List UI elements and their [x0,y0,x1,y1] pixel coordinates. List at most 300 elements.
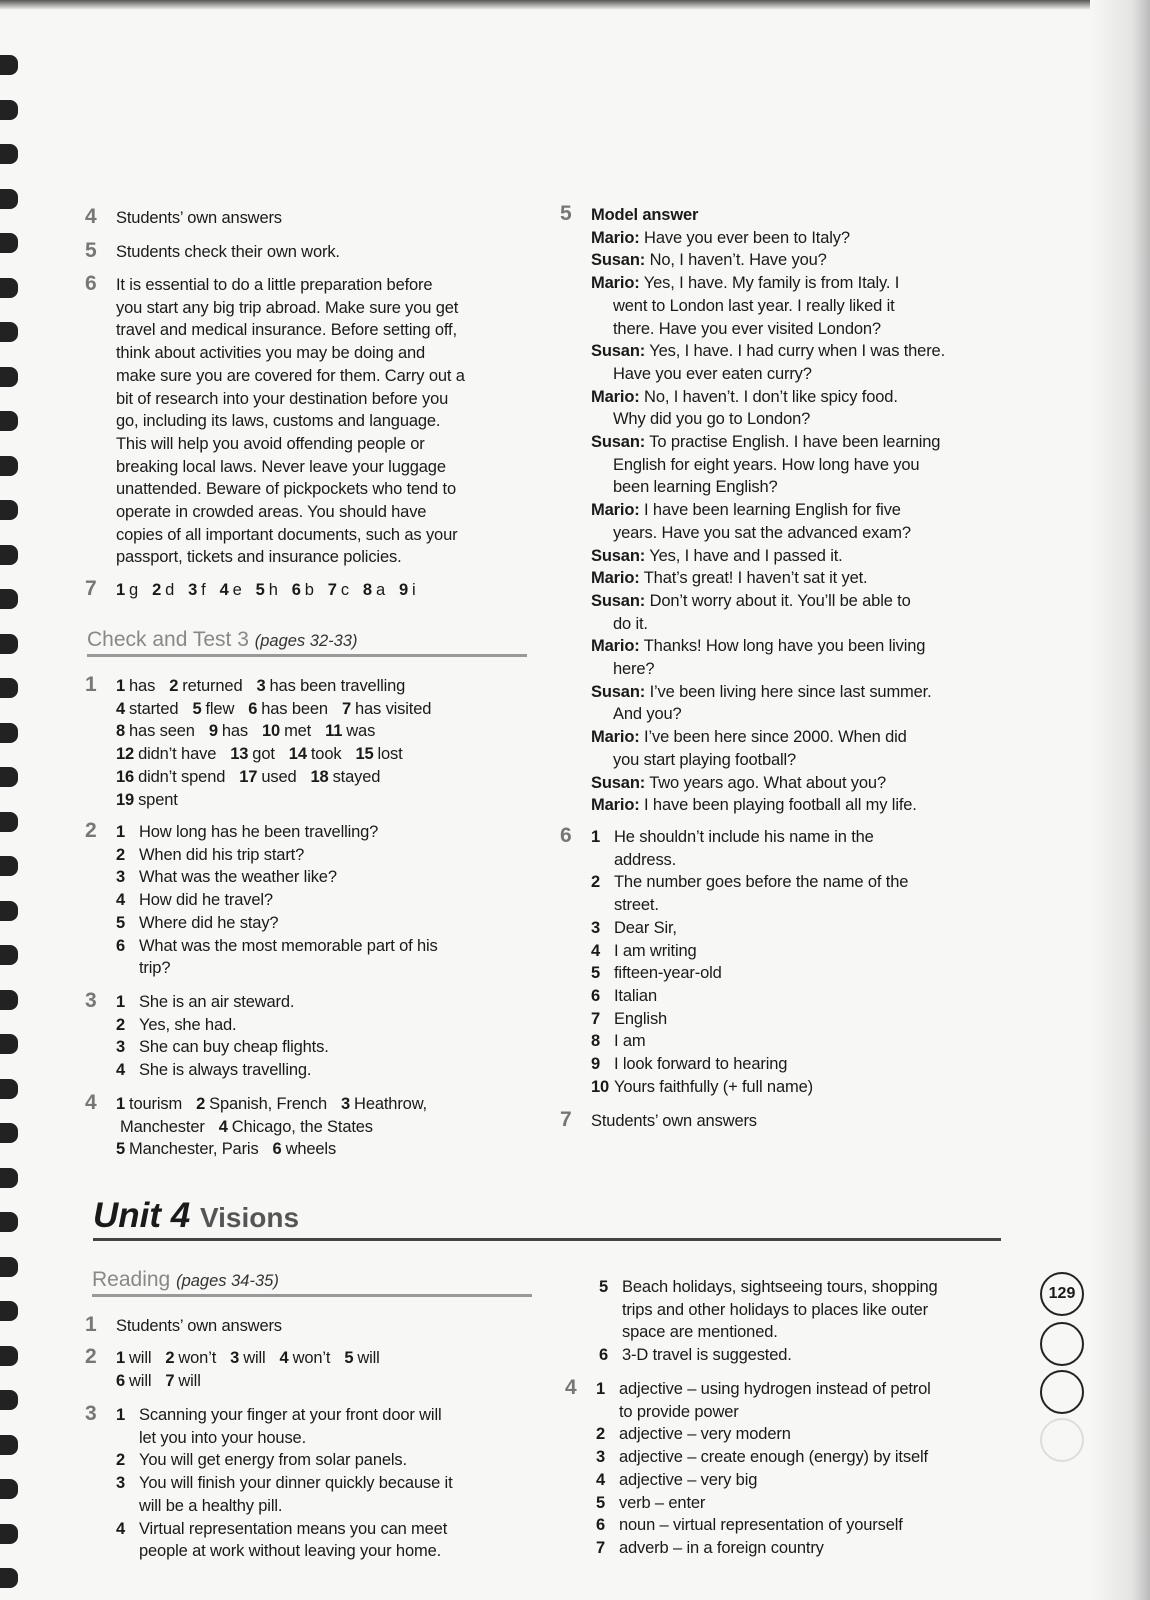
dialogue-text: there. Have you ever visited London? [613,319,881,338]
sub-text [614,1076,813,1099]
answer-pair [116,677,155,695]
speaker-name: Mario: [591,274,640,293]
item-number: 5 [85,239,97,262]
dialogue-text: I have been learning English for five [644,501,901,520]
answer-line: address. [614,850,677,869]
section-pages: (pages 32-33) [254,632,358,650]
spiral-ring [0,1568,18,1588]
answer-row [116,1116,441,1139]
answer-pair [116,768,225,786]
sub-answer [116,1472,453,1517]
answer-text: will [129,1371,152,1390]
sub-number: 2 [116,1451,126,1470]
sub-text [619,1514,903,1537]
answer-pair [328,581,349,599]
answer-line: you start any big trip abroad. Make sure you get [116,298,459,317]
spiral-ring [0,545,18,565]
answer-pair [116,1372,151,1390]
sub-number: 2 [116,845,126,864]
answer-item [85,821,438,980]
answer-line: Yes, she had. [139,1015,237,1034]
dialogue-line [591,681,945,704]
sub-answer [116,1036,329,1059]
answer-pair [399,581,416,599]
answer-item [85,274,465,569]
spiral-ring [0,856,18,876]
dialogue-line [591,613,945,636]
answer-pair [116,581,138,599]
dialogue-line [591,794,945,817]
sub-number: 8 [591,1032,601,1051]
answer-text: Heathrow, [354,1095,427,1113]
dialogue-text: Why did you go to London? [613,410,811,429]
dialogue-line [591,363,945,386]
dialogue-text: Thanks! How long have you been living [643,637,926,656]
spiral-ring [0,322,18,342]
answer-line: You will finish your dinner quickly because it [139,1474,453,1493]
page-edge [1090,0,1150,1600]
answer-number: 19 [116,790,135,809]
answer-number: 2 [169,677,179,695]
answer-line: fifteen-year-old [614,964,722,983]
item-number: 7 [560,1108,572,1131]
answer-item [560,1110,757,1133]
answer-pair [363,581,385,599]
sub-number: 4 [596,1470,606,1489]
answer-number: 9 [398,581,409,599]
item-body [591,204,945,817]
answer-pair [165,1349,216,1367]
item-body [116,1347,394,1392]
speaker-name: Susan: [591,773,646,792]
sub-answer [596,1446,931,1469]
item-body [116,274,465,569]
dialogue-text: went to London last year. I really liked it [613,296,895,315]
sub-text [614,826,874,871]
answer-line: When did his trip start? [139,845,305,864]
answer-item [85,1347,394,1392]
sub-number: 6 [599,1346,609,1365]
dialogue-line [591,703,945,726]
answer-line: trips and other holidays to places like outer [622,1300,929,1319]
speaker-name: Mario: [591,387,640,406]
item-body [591,1110,757,1133]
answer-number: 6 [116,1371,126,1390]
answer-line: The number goes before the name of the [614,873,909,892]
sub-number: 1 [116,1406,126,1424]
sub-text [139,1449,407,1472]
sub-text [619,1537,824,1560]
answer-pair [342,700,431,718]
answer-text: will [129,1349,152,1367]
answer-line: adjective – very modern [619,1425,791,1444]
answer-line: breaking local laws. Never leave your luggage [116,457,446,476]
sub-text [139,991,294,1014]
spiral-ring [0,1034,18,1054]
answer-line: passport, tickets and insurance policies. [116,548,402,567]
dialogue-line [591,431,945,454]
sub-answer [591,1053,908,1076]
answer-text: spent [138,790,178,809]
speaker-name: Susan: [591,342,646,361]
answer-text: didn’t have [138,745,217,764]
answer-number: 18 [310,767,329,786]
answer-item [568,1276,938,1367]
answer-number: 5 [116,1140,126,1159]
answer-item [85,1093,441,1161]
answer-text: will [357,1349,380,1367]
sub-number: 9 [591,1055,601,1074]
sub-answer [591,917,908,940]
item-body [116,1093,441,1161]
item-number: 6 [85,272,97,295]
answer-text: e [232,581,242,599]
dialogue-text: Yes, I have. My family is from Italy. I [643,274,900,293]
speaker-name: Susan: [591,251,646,270]
sub-answer [116,821,438,844]
item-number: 1 [85,1313,97,1336]
answer-number: 2 [165,1349,175,1367]
dialogue-text: been learning English? [613,478,778,497]
dialogue-line [591,545,945,568]
item-number: 2 [85,819,97,842]
sub-answer [599,1276,938,1344]
spiral-ring [0,100,18,120]
sub-text [619,1378,931,1423]
spiral-ring [0,1390,18,1410]
page-number-tab: 129 [1040,1272,1084,1316]
sub-answer [599,1344,938,1367]
answer-text: returned [182,677,243,695]
item-number: 3 [85,1402,97,1425]
answer-item [85,579,430,602]
sub-number: 1 [116,823,126,841]
answer-pair [116,1140,259,1158]
answer-line: unattended. Beware of pickpockets who tend to [116,480,456,499]
section-pages: (pages 34-35) [176,1272,279,1290]
spiral-ring [0,189,18,209]
answer-line: 3-D travel is suggested. [622,1346,792,1365]
answer-line: Where did he stay? [139,913,279,932]
answer-text: started [129,699,179,718]
answer-text: Spanish, French [209,1095,328,1113]
sub-answer [116,844,438,867]
unit-heading [93,1196,1001,1241]
answer-line: bit of research into your destination before you [116,389,449,408]
speaker-name: Susan: [591,591,646,610]
answer-number: 4 [219,581,229,599]
answer-item [85,1404,453,1563]
answer-pair [219,1118,373,1136]
answer-number: 15 [355,745,374,764]
sub-answer [591,826,908,871]
answer-number: 7 [165,1371,175,1390]
sub-text [139,1036,329,1059]
answer-number: 7 [341,699,351,718]
dialogue-text: do it. [613,614,648,633]
answer-text: Manchester [120,1117,205,1136]
answer-line: copies of all important documents, such as your [116,525,458,544]
answer-pair [262,722,311,740]
answer-text: was [346,722,376,741]
answer-text: has [221,722,248,741]
answer-number: 2 [152,581,162,599]
dialogue-text: No, I haven’t. Have you? [649,251,827,270]
answer-line: adverb – in a foreign country [619,1538,824,1557]
sub-answer [116,889,438,912]
answer-pair [220,581,242,599]
answer-line: Scanning your finger at your front door will [139,1406,442,1424]
answer-line: operate in crowded areas. You should have [116,503,427,522]
dialogue-line [591,476,945,499]
answer-line: How long has he been travelling? [139,823,379,841]
item-body [599,1276,938,1367]
answer-pair [230,1349,265,1367]
speaker-name: Susan: [591,546,646,565]
tab-circle [1040,1370,1084,1414]
answer-text: g [129,581,139,599]
item-body [116,1315,282,1338]
answer-pair [280,1349,331,1367]
answer-text: didn’t spend [138,767,226,786]
item-body [116,991,329,1082]
answer-pair [239,768,296,786]
dialogue-line [591,726,945,749]
sub-number: 1 [596,1380,606,1398]
answer-line: I am writing [614,941,697,960]
speaker-name: Susan: [591,433,646,452]
sub-text [139,889,273,912]
answer-line: I am [614,1032,646,1051]
item-body [591,826,908,1098]
sub-number: 7 [591,1009,601,1028]
sub-number: 2 [596,1425,606,1444]
sub-number: 1 [116,993,126,1011]
answer-pair [273,1140,337,1158]
answer-pair [248,700,328,718]
answer-pair [116,700,178,718]
sub-text [139,1404,441,1449]
item-body [116,241,340,264]
answer-pair [209,722,248,740]
answer-number: 1 [116,581,126,599]
item-number: 6 [560,824,572,847]
dialogue-line [591,272,945,295]
unit-label: Unit 4 [93,1196,191,1235]
spiral-ring [0,1212,18,1232]
answer-row [116,675,445,698]
answer-number: 4 [279,1349,289,1367]
spiral-ring [0,367,18,387]
answer-line: Italian [614,986,657,1005]
sub-number: 3 [116,868,126,887]
item-body [116,579,430,602]
dialogue-text: That’s great! I haven’t sat it yet. [643,569,868,588]
answer-text: has visited [354,699,432,718]
answer-text: d [165,581,175,599]
speaker-name: Mario: [591,637,640,656]
answer-text: used [261,767,297,786]
answer-text: won’t [292,1349,331,1367]
sub-text [622,1344,792,1367]
answer-row [116,1093,441,1116]
answer-number: 4 [116,699,126,718]
answer-text: b [304,581,314,599]
sub-answer [116,1518,453,1563]
sub-number: 5 [591,964,601,983]
sub-answer [591,1076,908,1099]
answer-text: got [252,745,275,764]
answer-pair [311,768,381,786]
sub-answer [596,1469,931,1492]
answer-pair [256,677,405,695]
sub-answer [591,1008,908,1031]
answer-number: 3 [256,677,266,695]
dialogue-text: Yes, I have. I had curry when I was there. [649,342,946,361]
sub-text [614,917,677,940]
answer-pair [256,581,278,599]
answer-line: She is always travelling. [139,1061,312,1080]
spiral-ring [0,278,18,298]
answer-text: f [201,581,206,599]
scan-shadow-top [0,0,1150,10]
dialogue-text: And you? [613,705,682,724]
spiral-ring [0,1301,18,1321]
answer-line: What was the most memorable part of his [139,936,438,955]
answer-row [116,1370,394,1393]
item-number: 7 [85,577,97,600]
answer-line: Students check their own work. [116,243,340,261]
spiral-ring [0,678,18,698]
answer-item [560,204,945,817]
dialogue-text: No, I haven’t. I don’t like spicy food. [644,387,898,406]
sub-text [139,866,337,889]
dialogue-text: To practise English. I have been learning [649,433,941,452]
sub-answer [116,1404,453,1449]
answer-line: How did he travel? [139,891,273,910]
answer-pair [289,745,342,763]
sub-number: 4 [116,1061,126,1080]
answer-line: Dear Sir, [614,918,677,937]
sub-answer [116,912,438,935]
sub-number: 4 [116,891,126,910]
answer-number: 1 [116,1095,126,1113]
answer-number: 7 [327,581,337,599]
dialogue-line [591,658,945,681]
dialogue-line [591,318,945,341]
answer-line: to provide power [619,1402,739,1421]
answer-row [116,766,445,789]
answer-line: He shouldn’t include his name in the [614,828,874,846]
item-body [116,821,438,980]
answer-line: English [614,1009,668,1028]
speaker-name: Susan: [591,682,646,701]
answer-item [85,1315,282,1338]
spiral-ring [0,1123,18,1143]
spiral-ring [0,1479,18,1499]
answer-line: go, including its laws, customs and language. [116,412,441,431]
spiral-ring [0,1168,18,1188]
sub-text [614,940,697,963]
dialogue-line [591,386,945,409]
sub-answer [591,1030,908,1053]
spiral-ring [0,1079,18,1099]
answer-line: noun – virtual representation of yourself [619,1516,903,1535]
answer-line: You will get energy from solar panels. [139,1451,407,1470]
answer-row [116,789,445,812]
sub-text [139,821,378,844]
answer-number: 3 [341,1095,351,1113]
answer-pair [152,581,174,599]
answer-text: has seen [129,722,195,741]
answer-pair [165,1372,200,1390]
spiral-ring [0,233,18,253]
item-number: 3 [85,989,97,1012]
sub-number: 4 [116,1519,126,1538]
sub-answer [116,991,329,1014]
dialogue-line [591,567,945,590]
answer-pair [292,581,314,599]
item-body [116,675,445,811]
sub-answer [596,1492,931,1515]
answer-item [560,826,908,1098]
answer-line: She is an air steward. [139,993,295,1011]
answer-text: Chicago, the States [231,1117,373,1136]
answer-pair [116,1349,151,1367]
speaker-name: Mario: [591,501,640,520]
tab-circle [1040,1418,1084,1462]
sub-number: 3 [596,1448,606,1467]
spiral-ring [0,767,18,787]
item-body [116,207,282,230]
sub-answer [591,940,908,963]
answer-pair [230,745,275,763]
dialogue-line [591,522,945,545]
answer-text: won’t [178,1349,217,1367]
sub-text [619,1469,757,1492]
answer-row [116,743,445,766]
sub-text [619,1423,791,1446]
sub-text [619,1492,705,1515]
answer-number: 5 [344,1349,354,1367]
sub-number: 10 [591,1077,610,1096]
sub-answer [116,1449,453,1472]
answer-pair [341,1095,427,1113]
answer-line: She can buy cheap flights. [139,1038,329,1057]
answer-line: will be a healthy pill. [139,1496,283,1515]
dialogue-text: I’ve been here since 2000. When did [644,728,907,747]
answer-pair [116,722,195,740]
sub-text [614,1053,787,1076]
answer-line: let you into your house. [139,1428,307,1447]
answer-text: stayed [332,767,381,786]
answer-line: I look forward to hearing [614,1055,788,1074]
dialogue-text: Two years ago. What about you? [649,773,886,792]
answer-number: 1 [116,1349,126,1367]
sub-answer [596,1423,931,1446]
answer-row [116,1347,394,1370]
answer-item [85,241,340,264]
answer-text: has [129,677,156,695]
dialogue-text: I have been playing football all my life. [644,796,917,815]
answer-line: adjective – create enough (energy) by itself [619,1448,928,1467]
item-title: Model answer [591,206,699,224]
dialogue-text: I’ve been living here since last summer. [649,682,932,701]
answer-line: It is essential to do a little preparation before [116,276,433,294]
sub-text [619,1446,928,1469]
answer-row [116,579,430,602]
speaker-name: Mario: [591,569,640,588]
